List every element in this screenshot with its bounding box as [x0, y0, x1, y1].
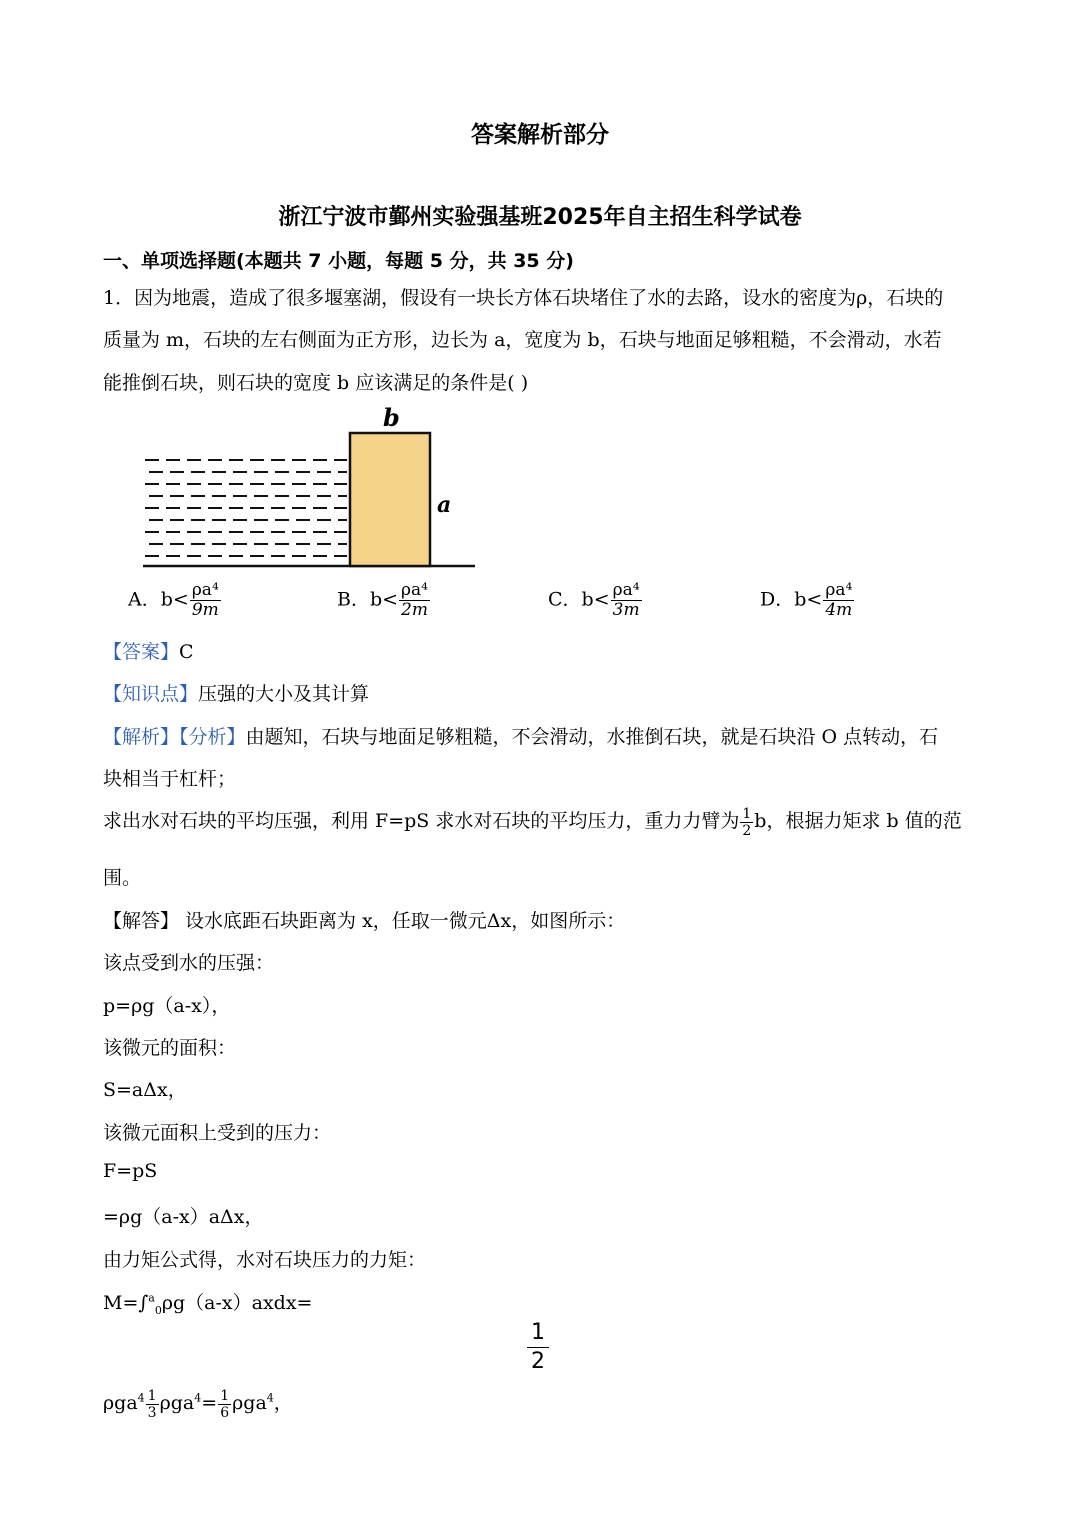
solution-step-2: p=ρg（a-x）， [103, 995, 231, 1017]
solution-step-1: 该点受到水的压强： [103, 952, 275, 974]
solution-step-7: =ρg（a-x）aΔx， [103, 1206, 264, 1228]
section-heading: 一、单项选择题(本题共 7 小题，每题 5 分，共 35 分) [103, 250, 574, 272]
knowledge-tag: 【知识点】 [103, 683, 199, 705]
answer-line [103, 637, 194, 664]
question-line-2: 质量为 m，石块的左右侧面为正方形，边长为 a，宽度为 b，石块与地面足够粗糙，不会滑动，水若 [103, 329, 942, 351]
option-a[interactable]: A．b< $\frac{\text{ρa⁴}}{9m}$ [128, 580, 219, 620]
solution-integral: M=∫$^a_0$ρg（a-x）axdx= [103, 1291, 313, 1317]
analysis-line-1: 【解析】【分析】由题知，石块与地面足够粗糙，不会滑动，水推倒石块，就是石块沿 O 点转动，石 [103, 726, 939, 748]
analysis-line-3: 求出水对石块的平均压强，利用 F=pS 求水对石块的平均压力，重力力臂为 $\frac{1}{2}$ b，根据力矩求 b 值的范 [103, 805, 962, 839]
label-a: a [437, 492, 452, 518]
analysis-line-4: 围。 [103, 867, 142, 889]
display-fraction: 1 2 [527, 1320, 549, 1373]
solution-step-4: S=aΔx， [103, 1079, 187, 1101]
solution-step-6: F=pS [103, 1160, 158, 1182]
answer-value: C [179, 641, 194, 663]
analysis-line-2: 块相当于杠杆； [103, 768, 237, 790]
answer-tag: 【答案】 [103, 641, 180, 663]
solution-step-3: 该微元的面积： [103, 1037, 237, 1059]
option-b[interactable]: B．b< $\frac{\text{ρa⁴}}{2m}$ [337, 580, 428, 620]
label-b: b [383, 403, 400, 432]
solution-tag: 【解答】 [103, 910, 180, 932]
page-title: 答案解析部分 [471, 122, 609, 148]
exam-title: 浙江宁波市鄞州实验强基班2025年自主招生科学试卷 [278, 205, 802, 230]
dam-figure [135, 400, 480, 575]
solution-step-5: 该微元面积上受到的压力： [103, 1122, 332, 1144]
solution-step-8: 由力矩公式得，水对石块压力的力矩： [103, 1249, 427, 1271]
option-d[interactable]: D．b< $\frac{\text{ρa⁴}}{4m}$ [760, 580, 853, 620]
knowledge-line: 【知识点】压强的大小及其计算 [103, 683, 370, 705]
analysis-tag: 【解析】【分析】 [103, 726, 246, 748]
option-c[interactable]: C．b< $\frac{\text{ρa⁴}}{3m}$ [548, 580, 640, 620]
water-area [145, 460, 347, 556]
solution-intro: 【解答】 设水底距石块距离为 x，任取一微元Δx，如图所示： [103, 910, 626, 932]
question-line-3: 能推倒石块，则石块的宽度 b 应该满足的条件是( ) [103, 372, 529, 394]
question-line-1: 1．因为地震，造成了很多堰塞湖，假设有一块长方体石块堵住了水的去路，设水的密度为ρ，石块的 [103, 287, 944, 309]
solution-result: ρga$^4$ $\frac{1}{3}$ ρga$^4$= $\frac{1}{6}$ ρga$^4$， [103, 1387, 293, 1421]
stone-block [350, 433, 430, 566]
